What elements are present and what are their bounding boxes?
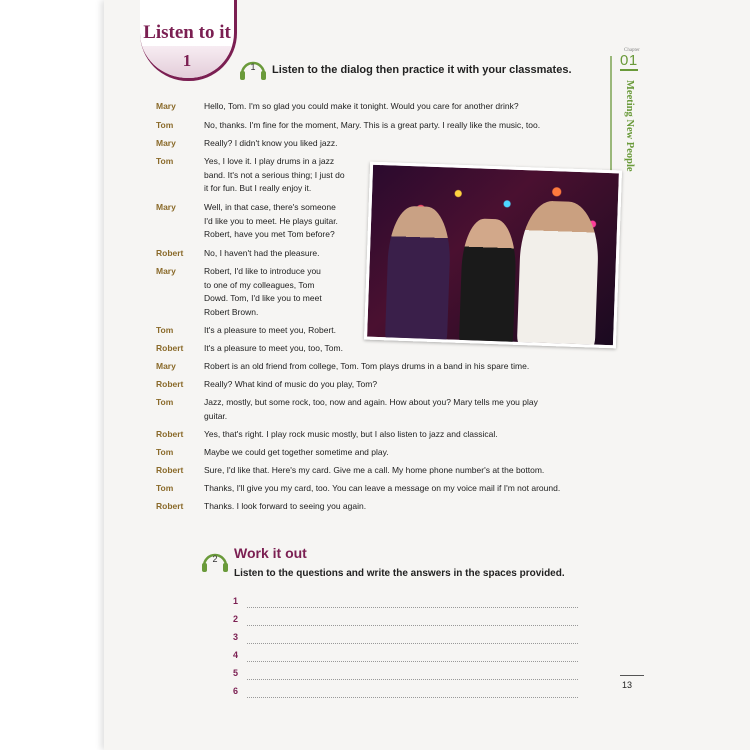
answer-line[interactable] xyxy=(247,679,578,680)
speaker-name: Robert xyxy=(156,429,184,439)
exercise-2-title: Work it out xyxy=(234,545,307,561)
answer-row[interactable] xyxy=(233,596,578,610)
speaker-name: Tom xyxy=(156,156,174,166)
dialog-line: Thanks, I'll give you my card, too. You can leave a message on my voice mail if I'm not around. xyxy=(204,483,561,493)
speaker-name: Robert xyxy=(156,379,184,389)
section-number: 1 xyxy=(140,46,234,78)
speaker-name: Tom xyxy=(156,483,174,493)
dialog-line: Dowd. Tom, I'd like you to meet xyxy=(204,293,322,304)
speaker-name: Mary xyxy=(156,266,176,276)
speaker-name: Tom xyxy=(156,447,174,457)
speaker-name: Mary xyxy=(156,101,176,111)
chapter-divider xyxy=(610,56,612,176)
dialog-line: Robert is an old friend from college, Tom. Tom plays drums in a band in his spare time. xyxy=(204,361,530,371)
answer-row[interactable] xyxy=(233,632,578,646)
page-number-rule xyxy=(620,675,644,676)
answer-row[interactable] xyxy=(233,686,578,700)
dialog-line: Hello, Tom. I'm so glad you could make it tonight. Would you care for another drink? xyxy=(204,101,519,111)
dialog-line: band. It's not a serious thing; I just do xyxy=(204,169,345,180)
dialog-line: No, I haven't had the pleasure. xyxy=(204,248,320,258)
chapter-number: 01 xyxy=(620,52,638,69)
dialog-line: Maybe we could get together sometime and play. xyxy=(204,447,389,457)
dialog-line: Robert Brown. xyxy=(204,306,259,317)
answer-number: 3 xyxy=(233,632,239,642)
speaker-name: Tom xyxy=(156,120,174,130)
dialog-line: Really? What kind of music do you play, Tom? xyxy=(204,379,378,389)
answer-line[interactable] xyxy=(247,661,578,662)
speaker-name: Robert xyxy=(156,248,184,258)
dialog-line: to one of my colleagues, Tom xyxy=(204,279,315,290)
speaker-name: Tom xyxy=(156,397,174,407)
man-left-figure xyxy=(385,205,452,347)
dialog-line: Robert, have you met Tom before? xyxy=(204,229,335,240)
answer-number: 5 xyxy=(233,668,239,678)
chapter-label: Chapter xyxy=(624,48,640,53)
man-right-figure xyxy=(517,200,600,348)
dialog-line: Jazz, mostly, but some rock, too, now and again. How about you? Mary tells me you play xyxy=(204,397,538,407)
dialog-line: Robert, I'd like to introduce you xyxy=(204,266,321,276)
headphones-icon xyxy=(238,56,268,82)
answer-line[interactable] xyxy=(247,625,578,626)
track-number: 1 xyxy=(250,62,256,72)
dialog-line: It's a pleasure to meet you, Robert. xyxy=(204,325,337,335)
dialog-line: Thanks. I look forward to seeing you again. xyxy=(204,501,367,511)
dialog-line: it for fun. But I really enjoy it. xyxy=(204,183,312,194)
dialog-line: It's a pleasure to meet you, too, Tom. xyxy=(204,343,343,353)
speaker-name: Mary xyxy=(156,202,176,212)
headphones-icon xyxy=(200,548,230,574)
answer-number: 4 xyxy=(233,650,239,660)
speaker-name: Robert xyxy=(156,343,184,353)
woman-figure xyxy=(459,218,518,348)
answer-number: 2 xyxy=(233,614,239,624)
party-photo xyxy=(364,162,622,349)
dialog-line: I'd like you to meet. He plays guitar. xyxy=(204,215,338,226)
speaker-name: Mary xyxy=(156,138,176,148)
section-title: Listen to it xyxy=(143,22,231,43)
answer-row[interactable] xyxy=(233,650,578,664)
answer-number: 6 xyxy=(233,686,239,696)
track-number: 2 xyxy=(212,554,218,564)
dialog-line: Yes, that's right. I play rock music mostly, but I also listen to jazz and classical. xyxy=(204,429,498,439)
speaker-name: Robert xyxy=(156,465,184,475)
answer-row[interactable] xyxy=(233,668,578,682)
answer-number: 1 xyxy=(233,596,239,606)
section-title-tab xyxy=(140,0,237,81)
page-number: 13 xyxy=(622,680,633,690)
chapter-title: Meeting New People xyxy=(624,80,635,172)
speaker-name: Tom xyxy=(156,325,174,335)
dialog-line: Yes, I love it. I play drums in a jazz xyxy=(204,156,335,166)
answer-row[interactable] xyxy=(233,614,578,628)
exercise-1-instruction: Listen to the dialog then practice it with your classmates. xyxy=(272,64,572,76)
speaker-name: Mary xyxy=(156,361,176,371)
dialog-line: guitar. xyxy=(204,410,228,421)
answer-line[interactable] xyxy=(247,607,578,608)
dialog-line: Really? I didn't know you liked jazz. xyxy=(204,138,338,148)
exercise-2-instruction: Listen to the questions and write the answers in the spaces provided. xyxy=(234,568,565,579)
dialog-line: No, thanks. I'm fine for the moment, Mary. This is a great party. I really like the music, too. xyxy=(204,120,541,130)
dialog-line: Sure, I'd like that. Here's my card. Give me a call. My home phone number's at the bottom. xyxy=(204,465,545,475)
speaker-name: Robert xyxy=(156,501,184,511)
dialog-line: Well, in that case, there's someone xyxy=(204,202,336,212)
answer-line[interactable] xyxy=(247,643,578,644)
answer-line[interactable] xyxy=(247,697,578,698)
